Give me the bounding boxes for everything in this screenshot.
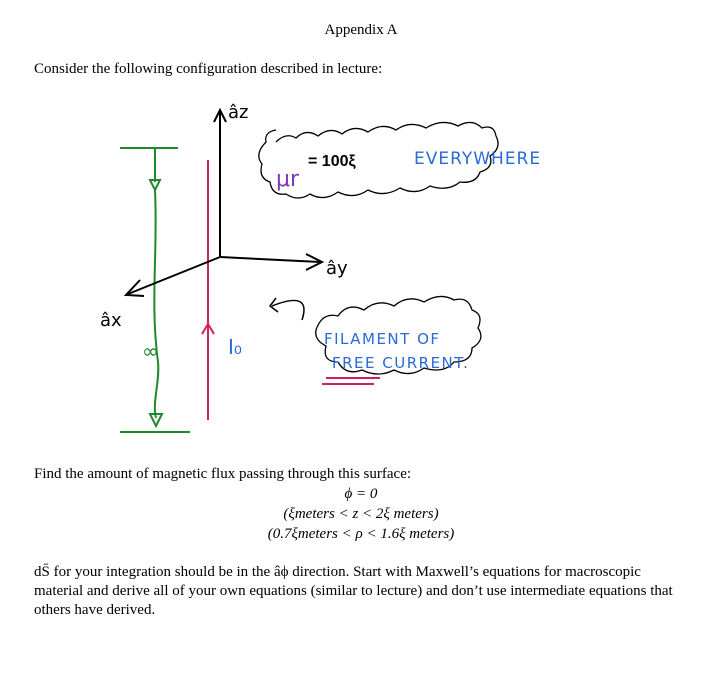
- everywhere-label: EVERYWHERE: [414, 149, 542, 169]
- mu-value: = 100ξ: [308, 153, 356, 170]
- infinity-label: ∞: [142, 339, 159, 363]
- axis-y-label: ây: [326, 258, 348, 279]
- x-axis: [128, 257, 220, 294]
- equation-z-range: (ξmeters < z < 2ξ meters): [283, 506, 439, 522]
- axis-z-label: âz: [228, 102, 249, 123]
- filament-label-line1: FILAMENT OF: [324, 330, 441, 348]
- find-text: Find the amount of magnetic flux passing through this surface:: [34, 466, 412, 482]
- instruction-paragraph: dS̄ for your integration should be in the âϕ direction. Start with Maxwell’s equations for macroscopic material and derive all of your own equations (similar to lecture) and don’t use intermediate equations that others have derived.: [34, 564, 673, 618]
- axis-x-label: âx: [100, 310, 122, 331]
- filament-label-line2: FREE CURRENT.: [332, 354, 470, 372]
- current-label: I₀: [228, 335, 242, 359]
- configuration-figure: [80, 82, 640, 452]
- equation-phi: ϕ = 0: [344, 486, 378, 502]
- intro-text: Consider the following configuration described in lecture:: [34, 61, 383, 77]
- page-title: Appendix A: [324, 22, 398, 38]
- y-axis: [220, 257, 320, 262]
- equation-rho-range: (0.7ξmeters < ρ < 1.6ξ meters): [267, 526, 455, 542]
- mu-symbol: μr: [276, 167, 300, 192]
